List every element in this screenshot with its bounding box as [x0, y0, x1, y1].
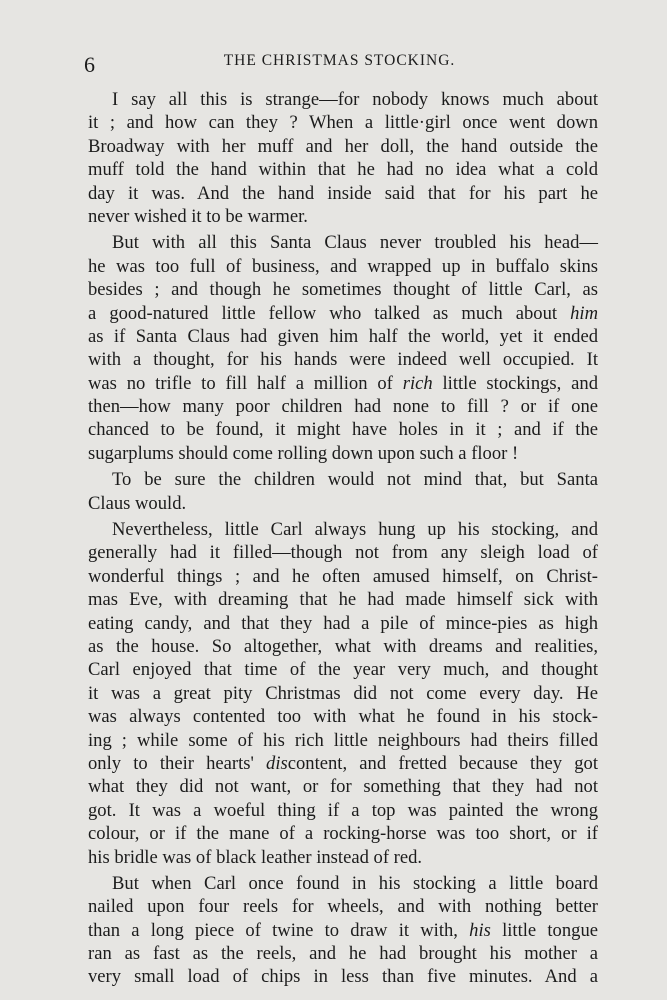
text-line: nailed upon four reels for wheels, and with nothing better	[88, 896, 598, 918]
paragraph-2	[88, 231, 598, 465]
text-line: his bridle was of black leather instead of red.	[88, 846, 423, 868]
italic-word: him	[570, 302, 598, 324]
text-segment: was no trifle to fill half a million of	[88, 372, 403, 394]
text-segment: little tongue	[490, 919, 598, 941]
text-line: as the house. So altogether, what with dreams and realities,	[88, 635, 598, 657]
text-line: ing ; while some of his rich little neighbours had theirs filled	[88, 729, 598, 751]
text-line: then—how many poor children had none to fill ? or if one	[88, 396, 598, 418]
text-segment: than a long piece of twine to draw it with,	[88, 919, 470, 941]
text-segment: a good-natured little fellow who talked as much about	[88, 302, 571, 324]
text-line: he was too full of business, and wrapped up in buffalo skins	[88, 255, 598, 277]
paragraph-4	[88, 518, 598, 869]
text-line: To be sure the children would not mind that, but Santa	[112, 469, 598, 491]
italic-word: dis	[266, 752, 288, 774]
paragraph-3	[88, 468, 598, 515]
text-line: it ; and how can they ? When a little·girl once went down	[88, 112, 598, 134]
text-segment: little stockings, and	[432, 372, 598, 394]
text-line: Nevertheless, little Carl always hung up his stocking, and	[112, 519, 598, 541]
italic-word: rich	[402, 372, 433, 394]
text-line: But with all this Santa Claus never troubled his head—	[112, 232, 598, 254]
text-segment: only to their hearts'	[88, 752, 267, 774]
text-line: it was a great pity Christmas did not come every day. He	[88, 682, 598, 704]
text-line: what they did not want, or for something that they had not	[88, 776, 598, 798]
text-line: with a thought, for his hands were indeed well occupied. It	[88, 349, 598, 371]
text-line: eating candy, and that they had a pile of mince-pies as high	[88, 612, 598, 634]
text-line	[88, 302, 598, 325]
text-line: But when Carl once found in his stocking a little board	[112, 872, 598, 894]
paragraph-1	[88, 88, 598, 228]
text-line: Carl enjoyed that time of the year very much, and thought	[88, 659, 598, 681]
text-line: mas Eve, with dreaming that he had made himself sick with	[88, 589, 598, 611]
text-line: Claus would.	[88, 492, 187, 514]
text-line: muff told the hand within that he had no idea what a cold	[88, 159, 598, 181]
paragraph-5	[88, 872, 598, 989]
italic-word: his	[469, 919, 491, 941]
text-line	[88, 919, 598, 942]
text-line: ran as fast as the reels, and he had brought his mother a	[88, 943, 598, 965]
text-line: was always contented too with what he found in his stock-	[88, 706, 598, 728]
running-title: THE CHRISTMAS STOCKING.	[223, 52, 456, 69]
text-line: I say all this is strange—for nobody knows much about	[112, 89, 598, 110]
text-line: as if Santa Claus had given him half the world, yet it ended	[88, 325, 598, 347]
text-line: day it was. And the hand inside said that for his part he	[88, 182, 598, 204]
text-line: chanced to be found, it might have holes in it ; and if the	[88, 419, 598, 441]
body-text	[88, 88, 598, 992]
text-line: got. It was a woeful thing if a top was painted the wrong	[88, 799, 598, 821]
text-line: Broadway with her muff and her doll, the hand outside the	[88, 135, 598, 157]
text-line: wonderful things ; and he often amused himself, on Christ-	[88, 565, 598, 587]
text-line: very small load of chips in less than five minutes. And a	[88, 966, 598, 988]
text-line	[88, 372, 598, 395]
text-line	[88, 752, 598, 775]
text-line: besides ; and though he sometimes thought of little Carl, as	[88, 279, 598, 301]
text-line: sugarplums should come rolling down upon such a floor !	[88, 442, 519, 464]
text-segment: content, and fretted because they got	[287, 752, 598, 774]
text-line: never wished it to be warmer.	[88, 205, 308, 227]
text-line: colour, or if the mane of a rocking-horse was too short, or if	[88, 823, 598, 845]
text-line: generally had it filled—though not from any sleigh load of	[88, 542, 598, 564]
page-number: 6	[84, 52, 95, 77]
